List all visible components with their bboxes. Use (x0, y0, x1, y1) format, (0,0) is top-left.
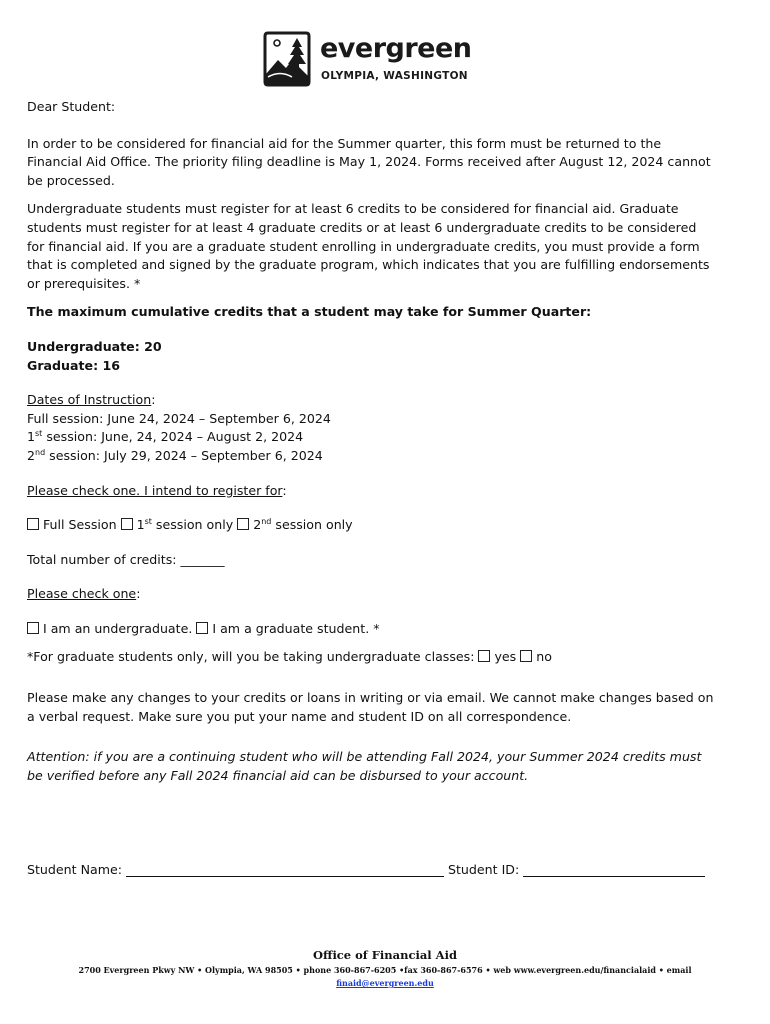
evergreen-tree-mountain-icon (262, 30, 312, 88)
first-num: 1 (27, 429, 36, 445)
student-id-field[interactable] (523, 864, 705, 877)
opt-first-sup: st (144, 516, 152, 526)
footer-email-link[interactable]: finaid@evergreen.edu (336, 978, 434, 988)
graduate-label: I am a graduate student. * (212, 620, 380, 636)
full-session-dates: Full session: June 24, 2024 – September 6, 2024 (27, 410, 331, 426)
full-session-checkbox[interactable] (27, 518, 39, 530)
register-heading-line (27, 482, 717, 501)
max-grad: Graduate: 16 (27, 357, 121, 373)
undergraduate-label: I am an undergraduate. (43, 620, 197, 636)
second-session-dates (27, 447, 717, 466)
student-type-heading-line (27, 585, 717, 604)
opt-second-sup: nd (261, 516, 272, 526)
full-session-label: Full Session (43, 517, 121, 533)
student-type-colon: : (136, 586, 141, 602)
first-session-dates (27, 428, 717, 447)
footer-office-title: Office of Financial Aid (312, 948, 457, 962)
student-name-label: Student Name: (27, 862, 126, 878)
changes-paragraph: Please make any changes to your credits or loans in writing or via email. We cannot make changes based on a verbal request. Make sure you put your name and student ID on all correspondence. (27, 690, 714, 724)
letter-body (27, 98, 717, 880)
no-label: no (536, 649, 552, 665)
second-sup: nd (35, 447, 46, 457)
dates-heading: Dates of Instruction (27, 392, 152, 408)
second-num: 2 (27, 447, 36, 463)
register-colon: : (282, 482, 287, 498)
total-credits-field[interactable]: Total number of credits: _______ (27, 551, 225, 567)
logo-location: OLYMPIA, WASHINGTON (321, 70, 468, 82)
first-sup: st (35, 429, 43, 439)
first-session-checkbox[interactable] (121, 518, 133, 530)
deadline-paragraph: In order to be considered for financial aid for the Summer quarter, this form must be returned to the Financial Aid Office. The priority filing deadline is May 1, 2024. Forms received after August 12, 2024 cannot be processed. (27, 135, 711, 188)
evergreen-logo (262, 30, 482, 88)
first-session-label: session only (151, 517, 238, 533)
dates-heading-line (27, 391, 717, 410)
second-text: session: July 29, 2024 – September 6, 2024 (45, 447, 323, 463)
credit-requirement-paragraph: Undergraduate students must register for at least 6 credits to be considered for financial aid. Graduate students must register for at least 4 graduate credits or at least 6 undergraduate credits to be considered for financial aid. If you are a graduate student enrolling in undergraduate credits, you must provide a form that is completed and signed by the graduate program, which indicates that you are fulfilling endorsements or prerequisites. * (27, 201, 710, 291)
dates-colon: : (151, 392, 156, 408)
footer-address: 2700 Evergreen Pkwy NW • Olympia, WA 98505 • phone 360-867-6205 •fax 360-867-6576 • web www.evergreen.edu/financialaid • email (78, 965, 692, 975)
first-text: session: June, 24, 2024 – August 2, 2024 (42, 429, 304, 445)
undergraduate-checkbox[interactable] (27, 622, 39, 634)
second-session-label: session only (271, 517, 353, 533)
opt-second-num: 2 (253, 517, 262, 533)
yes-checkbox[interactable] (478, 650, 490, 662)
graduate-checkbox[interactable] (196, 622, 208, 634)
session-options (27, 516, 717, 535)
footer (0, 948, 770, 989)
student-name-field[interactable] (126, 864, 444, 877)
grad-question-line (27, 648, 717, 667)
logo-wordmark: evergreen (320, 33, 472, 64)
opt-first-num: 1 (136, 517, 145, 533)
student-type-options (27, 620, 717, 639)
yes-label: yes (494, 649, 521, 665)
no-checkbox[interactable] (520, 650, 532, 662)
max-undergrad: Undergraduate: 20 (27, 338, 162, 354)
salutation: Dear Student: (27, 99, 116, 114)
second-session-checkbox[interactable] (237, 518, 249, 530)
student-type-heading: Please check one (27, 586, 137, 602)
attention-paragraph: Attention: if you are a continuing student who will be attending Fall 2024, your Summer 2024 credits must be verified before any Fall 2024 financial aid can be disbursed to your account. (27, 749, 702, 783)
signature-line (27, 861, 717, 880)
student-id-label: Student ID: (443, 862, 524, 878)
max-credits-heading: The maximum cumulative credits that a student may take for Summer Quarter: (27, 304, 592, 320)
grad-question: *For graduate students only, will you be taking undergraduate classes: (27, 649, 479, 665)
register-heading: Please check one. I intend to register for (27, 482, 283, 498)
